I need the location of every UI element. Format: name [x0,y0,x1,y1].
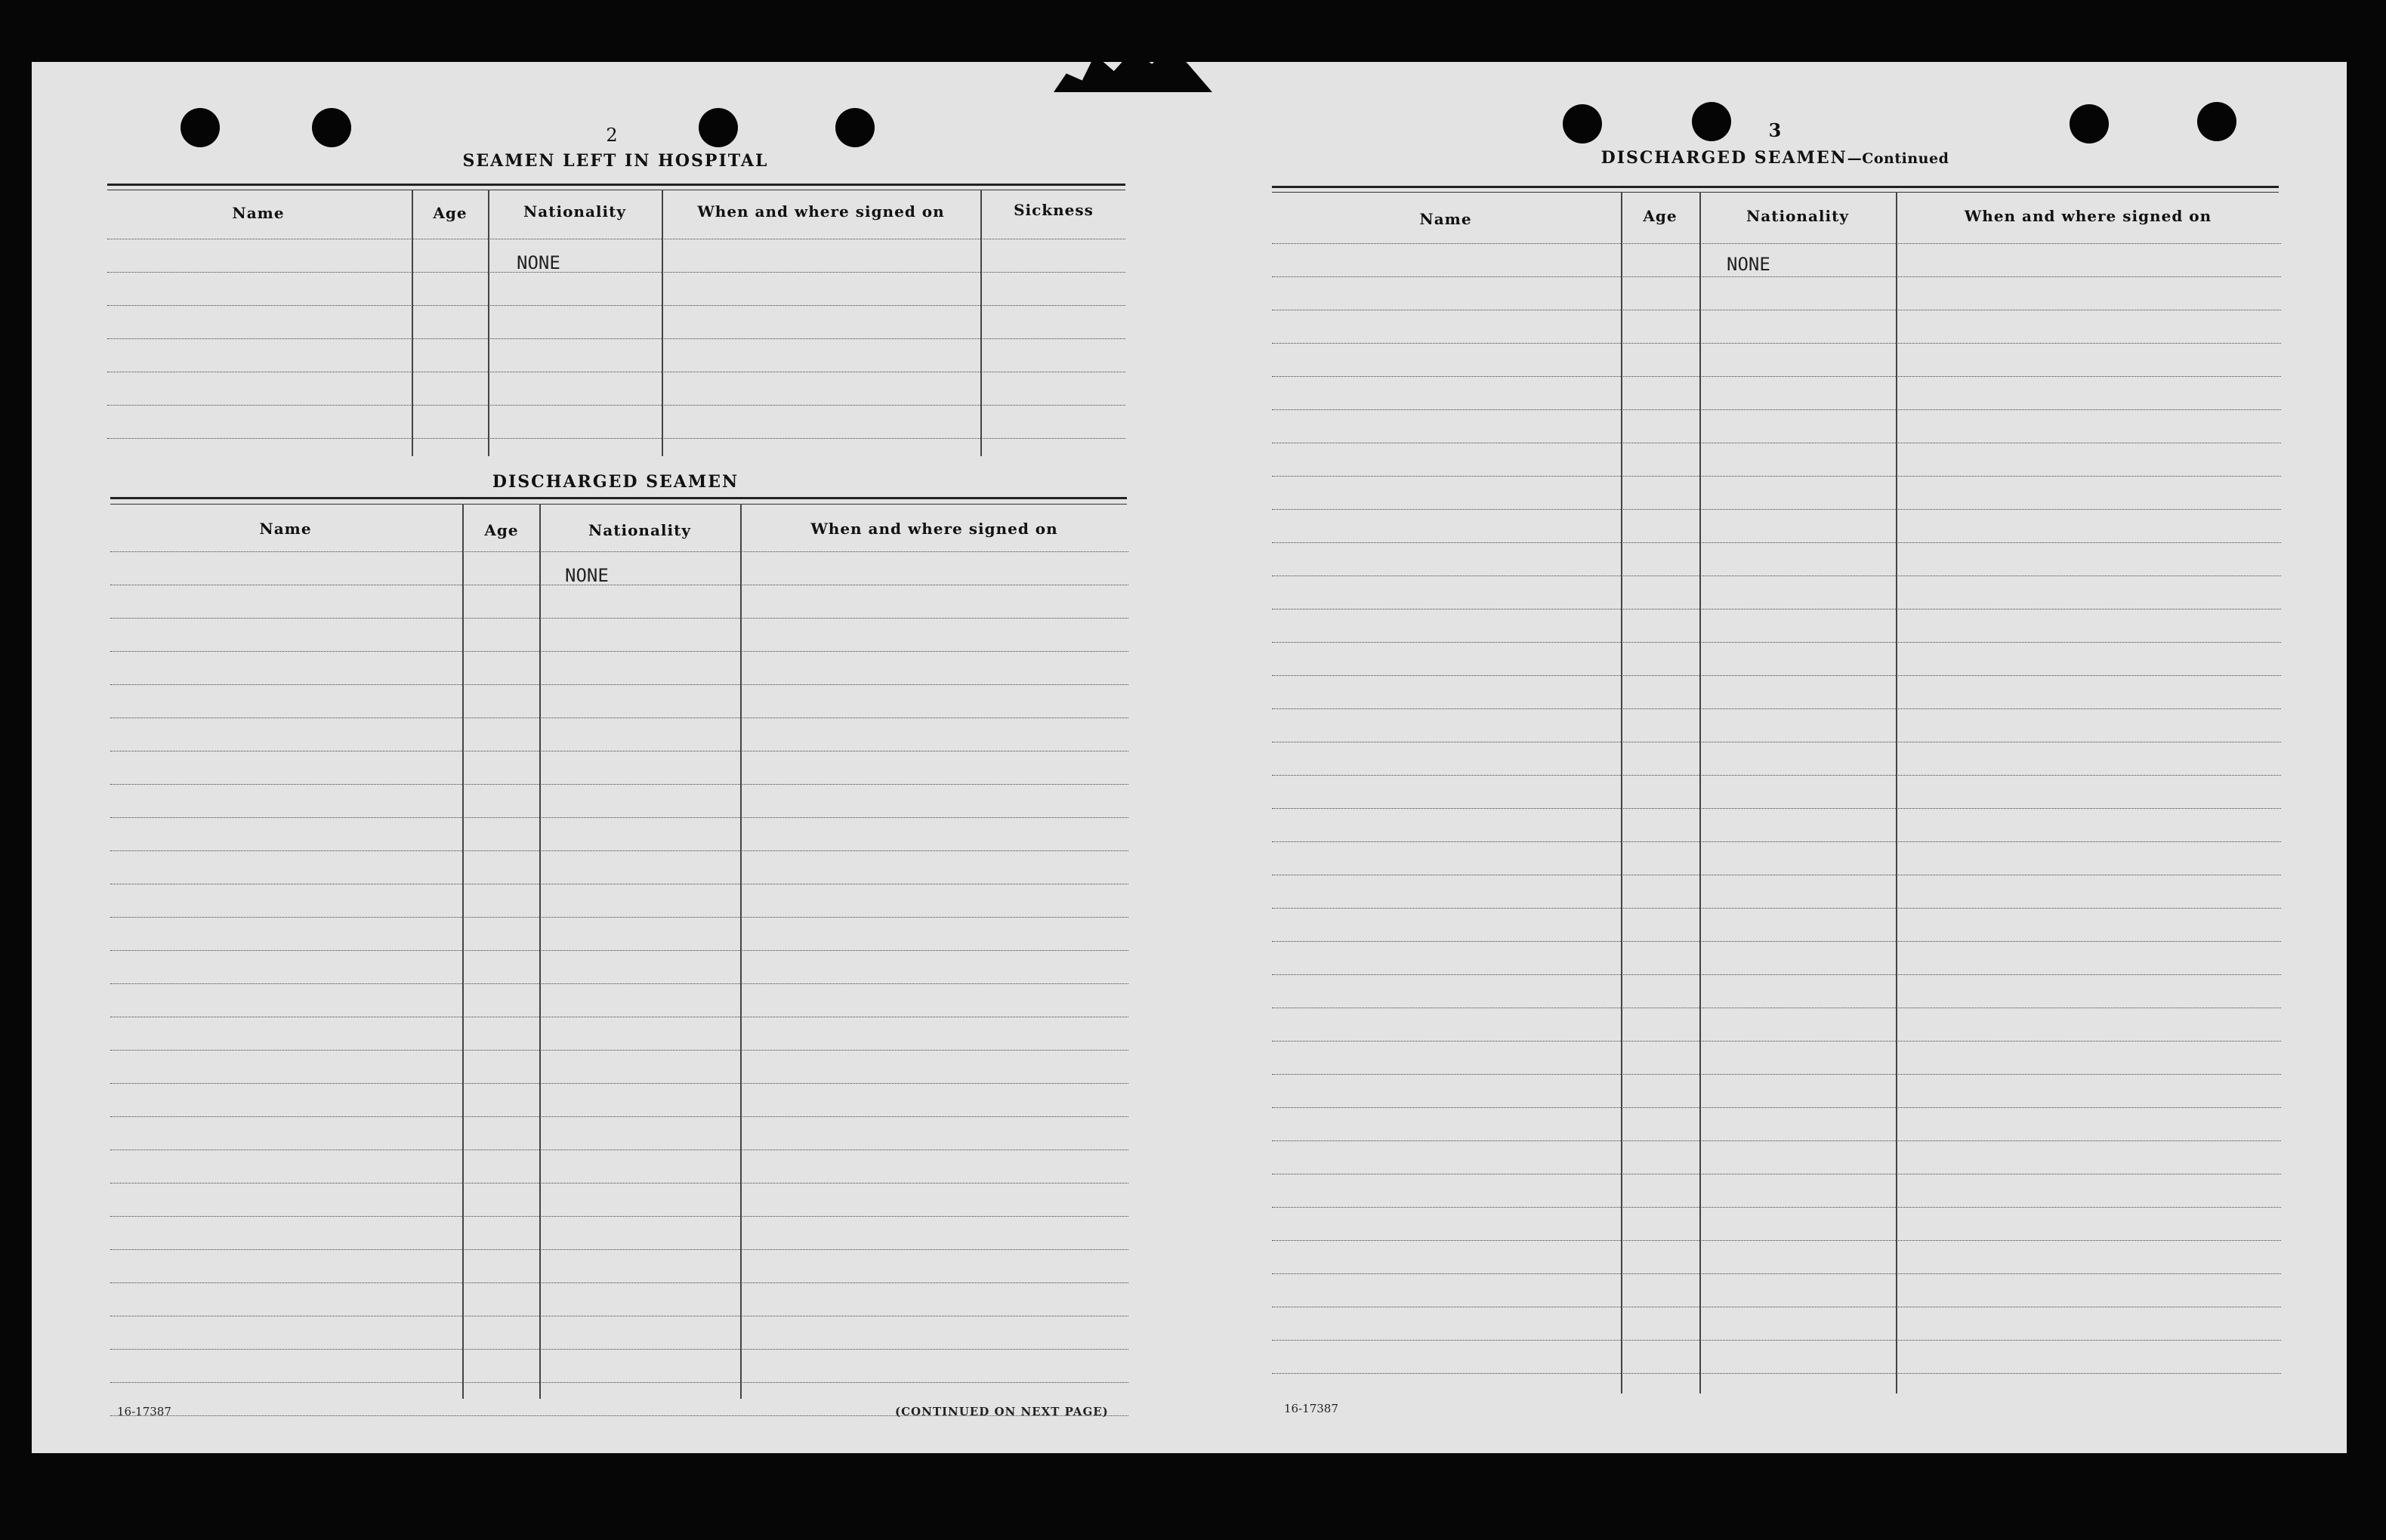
punch-hole [835,108,875,147]
form-row-line [1272,1074,2281,1075]
form-row-line [1272,343,2281,344]
form-row-line [110,817,1128,818]
discharged-section-title: DISCHARGED SEAMEN [492,472,739,492]
form-row-line [107,438,1125,439]
punch-hole [2070,104,2109,144]
continued-top-rule [1272,186,2279,188]
form-row-line [110,1282,1128,1283]
form-row-line [110,850,1128,851]
discharged-col-name: Name [259,520,312,538]
hospital-col-nationality: Nationality [523,202,626,221]
form-row-line [1272,276,2281,277]
form-row-line [110,950,1128,951]
hospital-col-sickness: Sickness [1014,201,1094,219]
form-row-line [110,1349,1128,1350]
form-row-line [110,1249,1128,1250]
form-number-left: 16-17387 [117,1405,171,1418]
form-row-line [1272,1340,2281,1341]
column-divider [662,190,663,456]
discharged-top-rule [110,497,1127,499]
form-row-line [1272,1373,2281,1374]
form-row-line [110,618,1128,619]
form-row-line [110,1116,1128,1117]
continued-col-name: Name [1419,210,1472,228]
form-row-line [1272,1240,2281,1241]
form-row-line [110,983,1128,984]
form-row-line [1272,1140,2281,1141]
hospital-col-signed-on: When and where signed on [697,202,945,221]
column-divider [1699,192,1701,1393]
form-row-line [1272,808,2281,809]
form-number-right: 16-17387 [1284,1402,1338,1415]
form-row-line [107,338,1125,339]
form-row-line [110,551,1128,552]
form-row-line [1272,841,2281,842]
form-row-line [1272,908,2281,909]
document-sheet [32,62,2347,1453]
column-divider [488,190,489,456]
column-divider [462,504,464,1399]
form-row-line [107,305,1125,306]
punch-hole [699,108,738,147]
form-row-line [1272,642,2281,643]
discharged-col-nationality: Nationality [588,521,691,539]
continued-title-suffix: —Continued [1847,150,1949,167]
form-row-line [1272,1273,2281,1274]
form-row-line [110,684,1128,685]
column-divider [539,504,541,1399]
punch-hole [1563,104,1602,144]
form-row-line [110,784,1128,785]
hospital-section-title: SEAMEN LEFT IN HOSPITAL [462,151,769,171]
punch-hole [181,108,220,147]
column-divider [412,190,413,456]
form-row-line [110,651,1128,652]
form-row-line [1272,941,2281,942]
hospital-top-rule [107,184,1125,186]
page-number-left: 2 [606,125,618,146]
continued-col-nationality: Nationality [1746,207,1849,225]
form-row-line [110,1216,1128,1217]
form-row-line [1272,974,2281,975]
form-row-line [107,405,1125,406]
form-row-line [1272,675,2281,676]
page-number-right: 3 [1768,119,1782,141]
form-row-line [1272,542,2281,543]
punch-hole [1692,102,1731,141]
column-divider [1896,192,1897,1393]
continued-title-main: DISCHARGED SEAMEN [1600,148,1847,168]
form-row-line [1272,609,2281,610]
form-row-line [107,272,1125,273]
form-row-line [1272,775,2281,776]
form-row-line [1272,409,2281,410]
form-row-line [1272,1207,2281,1208]
continued-col-signed-on: When and where signed on [1964,207,2212,225]
continued-nationality-entry: NONE [1727,254,1770,275]
continued-note: (CONTINUED ON NEXT PAGE) [895,1405,1109,1418]
form-row-line [1272,509,2281,510]
hospital-nationality-entry: NONE [517,252,560,273]
hospital-col-age: Age [433,204,468,222]
form-row-line [1272,1041,2281,1042]
form-row-line [110,1083,1128,1084]
column-divider [1621,192,1622,1393]
continued-section-title [1586,148,1964,168]
continued-col-age: Age [1643,207,1678,225]
form-row-line [1272,376,2281,377]
form-row-line [1272,243,2281,244]
form-row-line [110,917,1128,918]
form-row-line [110,1183,1128,1184]
form-row-line [1272,1107,2281,1108]
punch-hole [312,108,351,147]
column-divider [740,504,742,1399]
form-row-line [110,1382,1128,1383]
punch-hole [2197,102,2236,141]
discharged-col-age: Age [484,521,519,539]
form-row-line [110,1050,1128,1051]
column-divider [980,190,982,456]
discharged-col-signed-on: When and where signed on [810,520,1058,538]
form-row-line [1272,476,2281,477]
discharged-nationality-entry: NONE [565,565,609,586]
hospital-col-name: Name [232,204,285,222]
form-row-line [1272,708,2281,709]
